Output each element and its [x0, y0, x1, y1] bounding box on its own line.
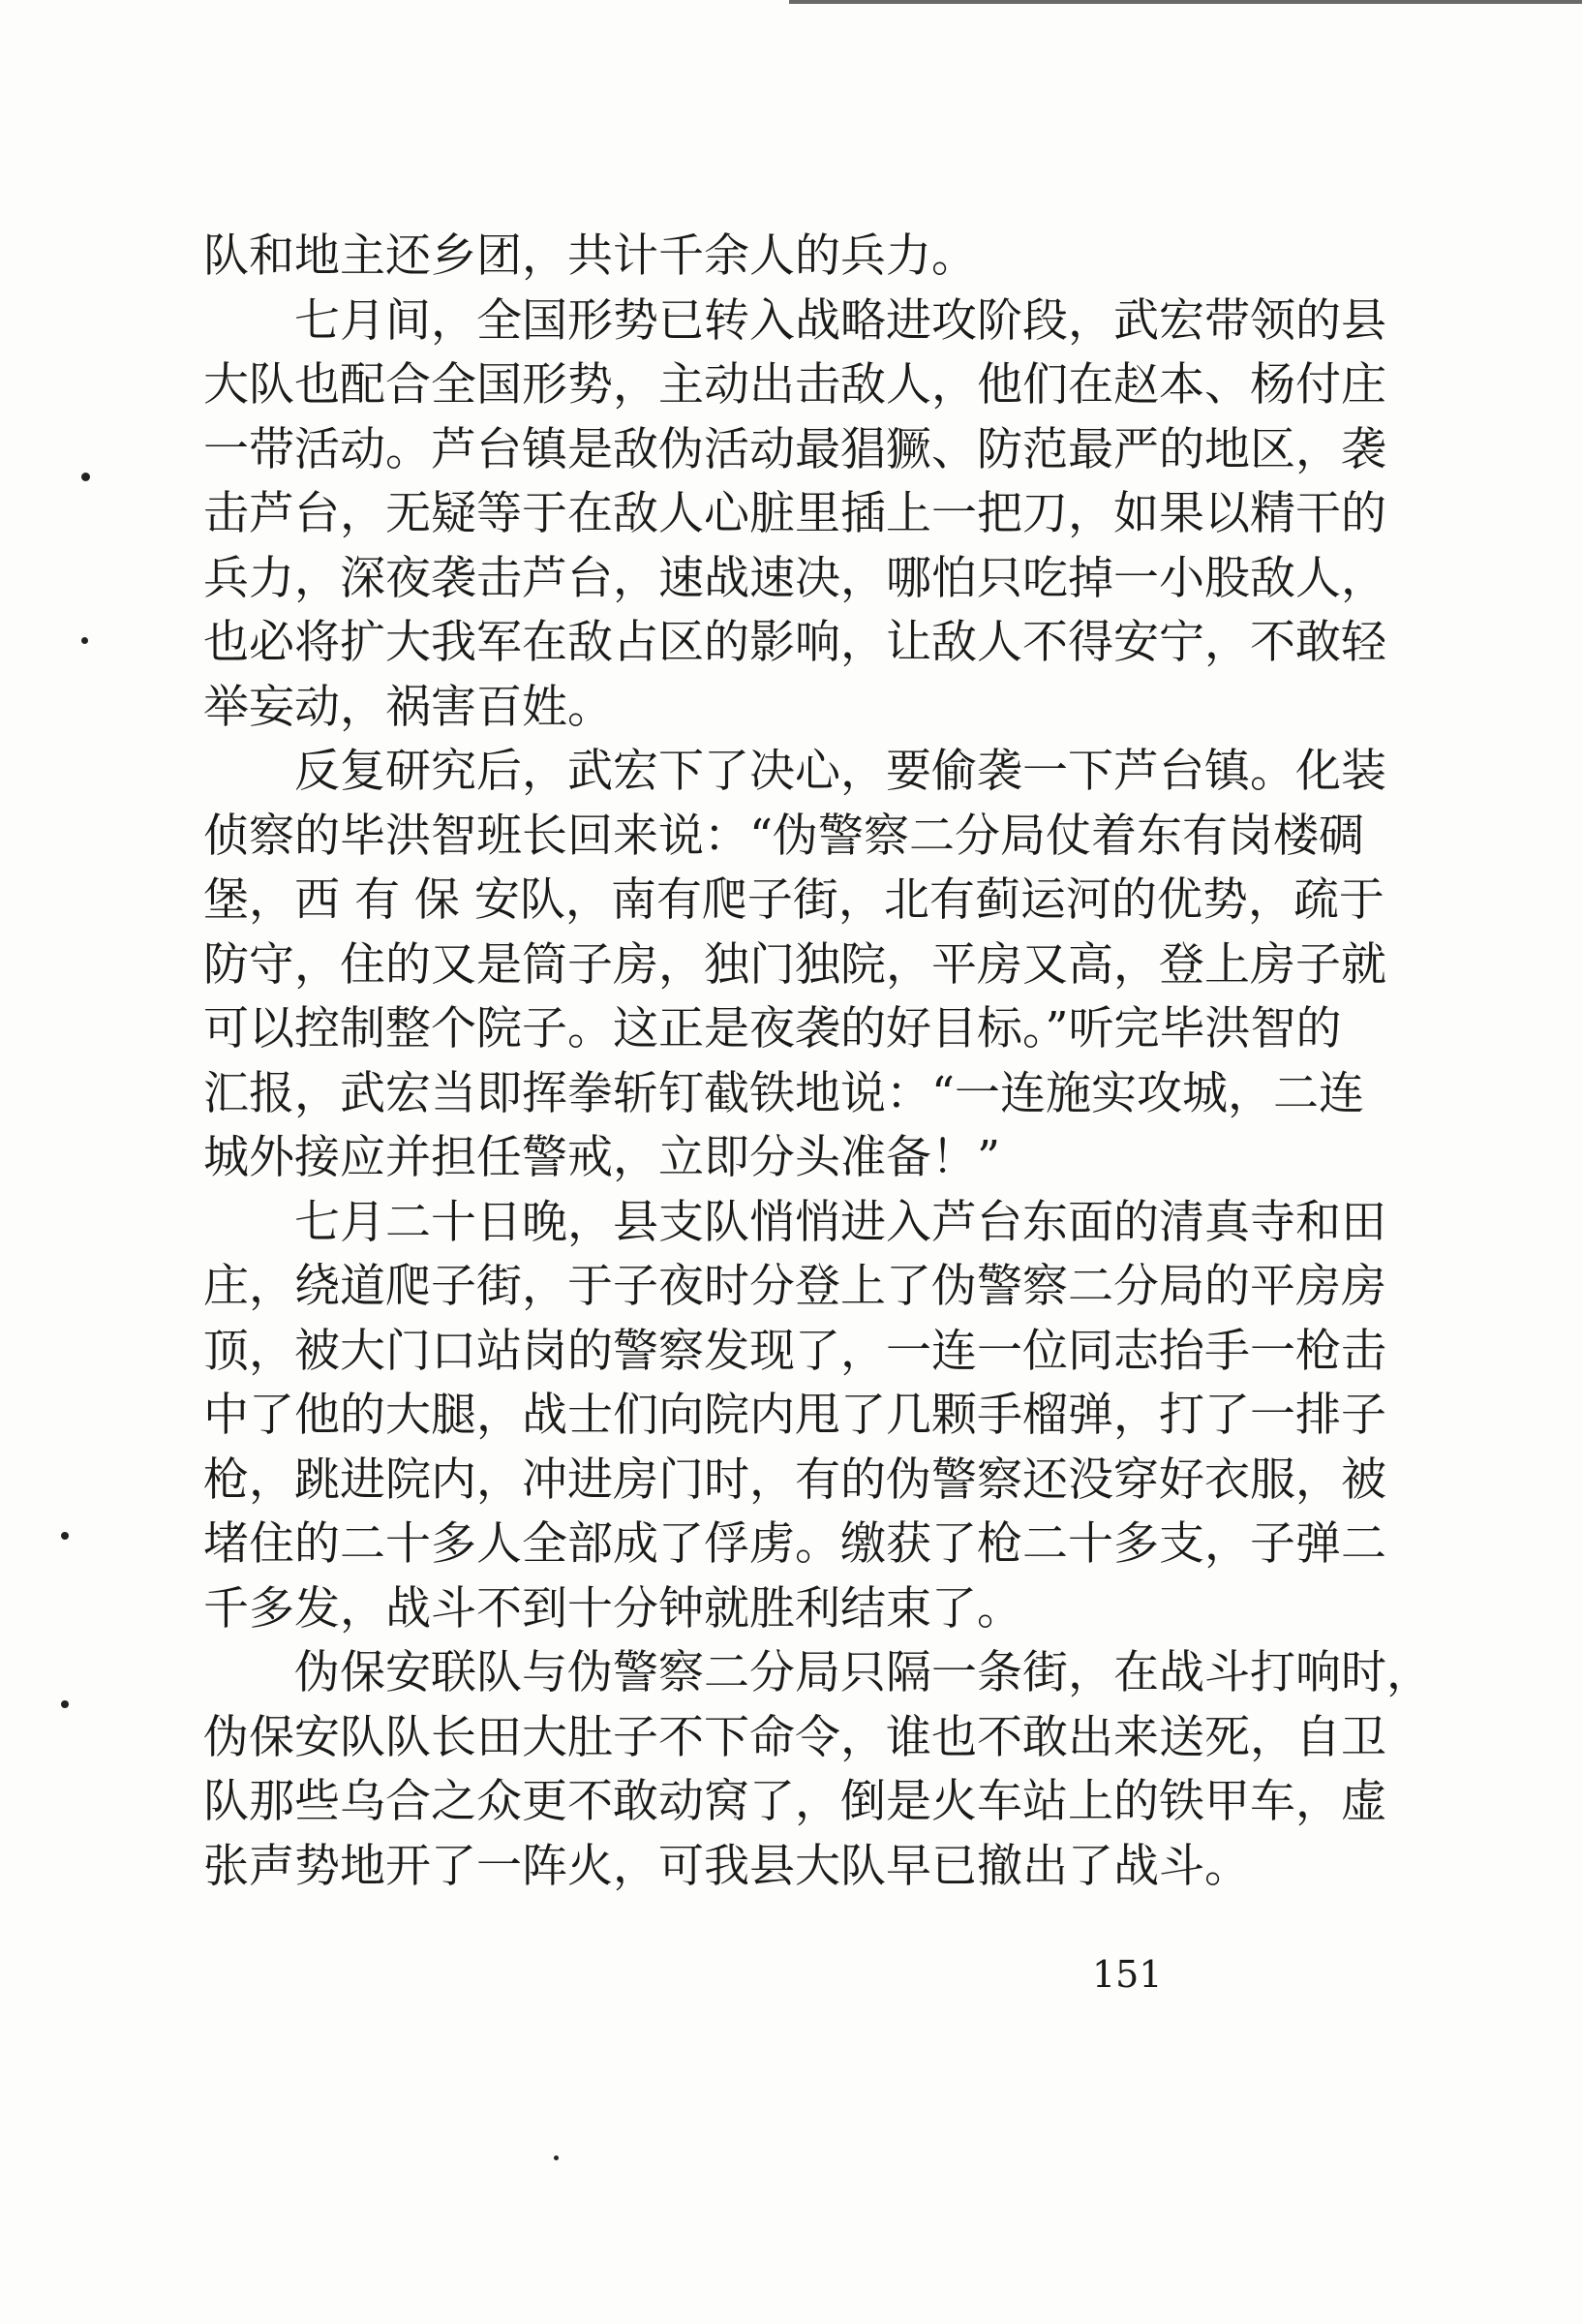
text-line: 兵力，深夜袭击芦台，速战速决，哪怕只吃掉一小股敌人， — [203, 551, 1386, 605]
text-line: 庄，绕道爬子街，于子夜时分登上了伪警察二分局的平房房 — [203, 1260, 1386, 1313]
text-line: 中了他的大腿，战士们向院内甩了几颗手榴弹，打了一排子 — [203, 1389, 1386, 1442]
text-line: 可以控制整个院子。这正是夜袭的好目标。”听完毕洪智的 — [203, 1002, 1342, 1055]
text-line: 侦察的毕洪智班长回来说：“伪警察二分局仗着东有岗楼碉 — [203, 809, 1365, 863]
page-number: 151 — [1092, 1953, 1163, 1996]
text-line: 城外接应并担任警戒，立即分头准备！” — [203, 1131, 1001, 1184]
scan-speck — [81, 473, 90, 481]
text-line: 千多发，战斗不到十分钟就胜利结束了。 — [203, 1581, 1022, 1636]
scan-speck — [61, 1700, 69, 1708]
text-line: 举妄动，祸害百姓。 — [203, 680, 613, 734]
text-line: 击芦台，无疑等于在敌人心脏里插上一把刀，如果以精干的 — [203, 487, 1386, 540]
text-line: 一带活动。芦台镇是敌伪活动最猖獗、防范最严的地区，袭 — [203, 422, 1386, 476]
text-line: 队那些乌合之众更不敢动窝了，倒是火车站上的铁甲车，虚 — [203, 1775, 1386, 1828]
top-rule — [789, 0, 1582, 4]
text-line: 反复研究后，武宏下了决心，要偷袭一下芦台镇。化装 — [294, 745, 1386, 798]
text-line: 队和地主还乡团，共计千余人的兵力。 — [203, 229, 977, 283]
text-line: 伪保安队队长田大肚子不下命令，谁也不敢出来送死，自卫 — [203, 1710, 1386, 1764]
text-line: 七月间，全国形势已转入战略进攻阶段，武宏带领的县 — [294, 293, 1386, 348]
text-line: 顶，被大门口站岗的警察发现了，一连一位同志抬手一枪击 — [203, 1324, 1386, 1378]
text-line: 七月二十日晚，县支队悄悄进入芦台东面的清真寺和田 — [294, 1195, 1386, 1249]
text-body — [203, 225, 1432, 1899]
text-line: 汇报，武宏当即挥拳斩钉截铁地说：“一连施实攻城，二连 — [203, 1066, 1365, 1120]
text-line: 伪保安联队与伪警察二分局只隔一条街，在战斗打响时， — [294, 1646, 1432, 1699]
scan-speck — [81, 637, 88, 644]
scan-speck — [61, 1532, 69, 1540]
text-line: 大队也配合全国形势，主动出击敌人，他们在赵本、杨付庄 — [203, 358, 1386, 412]
text-line: 枪，跳进院内，冲进房门时，有的伪警察还没穿好衣服，被 — [203, 1452, 1386, 1507]
text-line: 张声势地开了一阵火，可我县大队早已撤出了战斗。 — [203, 1839, 1250, 1893]
scan-speck — [554, 2156, 559, 2160]
text-line: 堡，西 有 保 安队，南有爬子街，北有蓟运河的优势，疏于 — [203, 873, 1384, 927]
text-line: 防守，住的又是筒子房，独门独院，平房又高，登上房子就 — [203, 937, 1386, 992]
text-line: 也必将扩大我军在敌占区的影响，让敌人不得安宁，不敢轻 — [203, 616, 1386, 669]
text-line: 堵住的二十多人全部成了俘虏。缴获了枪二十多支，子弹二 — [203, 1517, 1386, 1571]
